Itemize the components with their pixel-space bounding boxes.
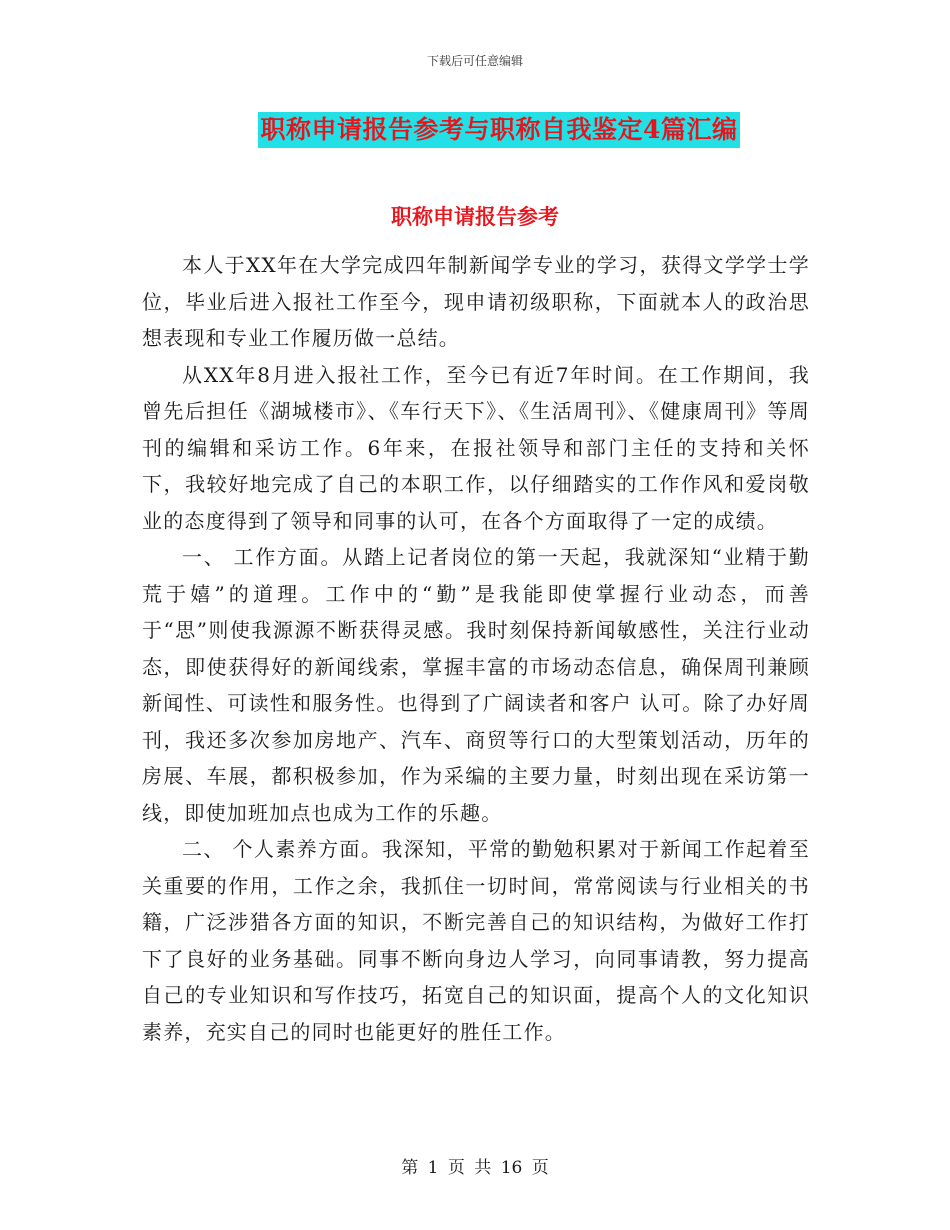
paragraph-1: 本人于XX年在大学完成四年制新闻学专业的学习，获得文学学士学位，毕业后进入报社工作至今，现申请初级职称，下面就本人的政治思想表现和专业工作履历做一总结。: [142, 253, 810, 350]
paragraph-2: 从XX年8月进入报社工作，至今已有近7年时间。在工作期间，我曾先后担任《湖城楼市》、《车行天下》、《生活周刊》、《健康周刊》等周刊的编辑和采访工作。6年来，在报社领导和部门主任的支持和关怀下，我较好地完成了自己的本职工作，以仔细踏实的工作作风和爱岗敬业的态度得到了领导和同事的认可，在各个方面取得了一定的成绩。: [142, 362, 810, 533]
document-title-wrap: [0, 112, 950, 148]
header-note: 下载后可任意编辑: [426, 54, 523, 68]
paragraph-3: 一、 工作方面。从踏上记者岗位的第一天起，我就深知“业精于勤荒于嬉”的道理。工作中的“勤”是我能即使掌握行业动态，而善于“思”则使我源源不断获得灵感。我时刻保持新闻敏感性，关注行业动态，即使获得好的新闻线索，掌握丰富的市场动态信息，确保周刊兼顾新闻性、可读性和服务性。也得到了广阔读者和客户 认可。除了办好周刊，我还多次参加房地产、汽车、商贸等行口的大型策划活动，历年的房展、车展，都积极参加，作为采编的主要力量，时刻出现在采访第一线，即使加班加点也成为工作的乐趣。: [142, 545, 810, 825]
document-title: 职称申请报告参考与职称自我鉴定4篇汇编: [258, 112, 741, 148]
section-title: 职称申请报告参考: [391, 204, 559, 229]
page-number-footer: 第 1 页 共 16 页: [401, 1158, 549, 1178]
paragraph-4: 二、 个人素养方面。我深知，平常的勤勉积累对于新闻工作起着至关重要的作用，工作之余，我抓住一切时间，常常阅读与行业相关的书籍，广泛涉猎各方面的知识，不断完善自己的知识结构，为做好工作打下了良好的业务基础。同事不断向身边人学习，向同事请教，努力提高自己的专业知识和写作技巧，拓宽自己的知识面，提高个人的文化知识素养，充实自己的同时也能更好的胜任工作。: [142, 837, 810, 1044]
document-body: [142, 247, 810, 1050]
